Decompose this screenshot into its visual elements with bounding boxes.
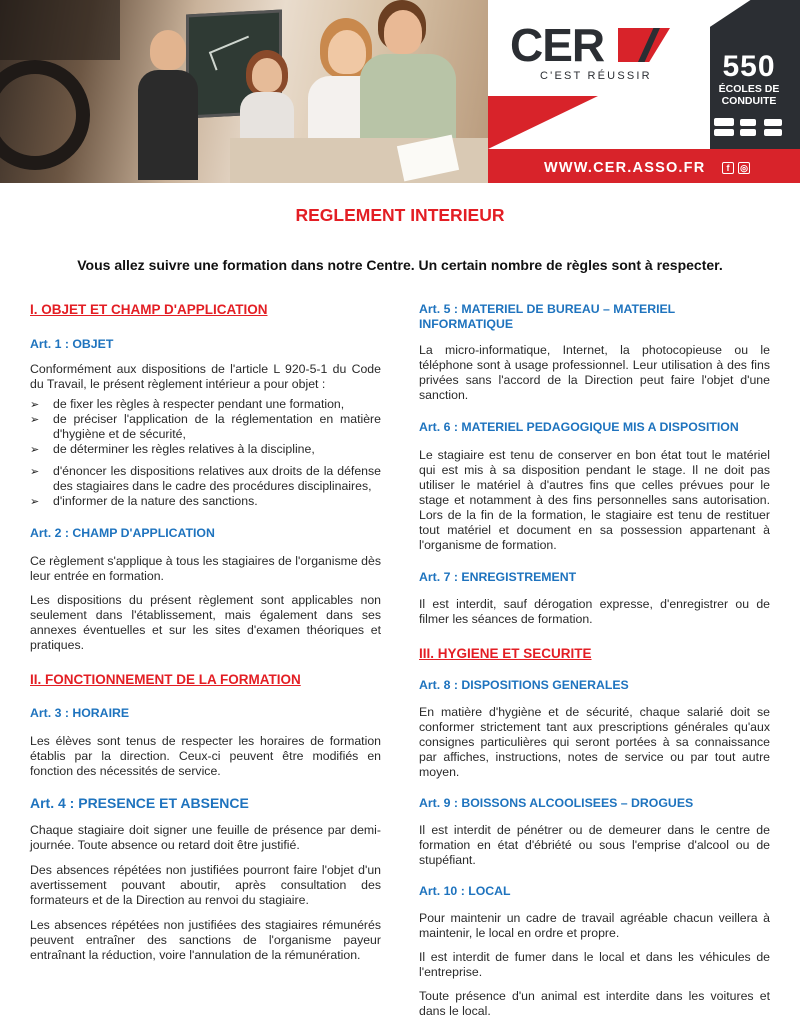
left-column — [30, 302, 381, 963]
badge-line-1: ÉCOLES DE — [718, 83, 780, 95]
article-10-paragraph: Pour maintenir un cadre de travail agréable chacun veillera à maintenir, le local en ordre et propre. — [419, 911, 770, 940]
van-icon — [740, 129, 756, 136]
article-6-title: Art. 6 : MATERIEL PEDAGOGIQUE MIS A DISPOSITION — [419, 420, 739, 434]
cer-logo: CER — [510, 19, 605, 71]
list-item: ➢ d'informer de la nature des sanctions. — [30, 494, 381, 509]
list-item: ➢ de préciser l'application de la réglementation en matière d'hygiène et de sécurité, — [30, 412, 381, 442]
article-4-title: Art. 4 : PRESENCE ET ABSENCE — [30, 795, 249, 811]
article-7-title: Art. 7 : ENREGISTREMENT — [419, 570, 577, 584]
article-6-text: Le stagiaire est tenu de conserver en bon état tout le matériel qui est mis à sa disposition pendant le stage. Il ne doit pas utiliser le matériel à d'autres fins que celles prévues pour le stage et notamment à des fins personnelles sans autorisation. Lors de la fin de la formation, le stagiaire est tenu de restituer tout matériel et document en sa possession appartenant à l'organisme de formation. — [419, 448, 770, 552]
article-3-text: Les élèves sont tenus de respecter les horaires de formation établis par la direction. Ceux-ci peuvent être modifiés en fonction des nécessités de service. — [30, 734, 381, 778]
brand-panel — [488, 0, 800, 183]
article-5-title: Art. 5 : MATERIEL DE BUREAU – MATERIEL INFORMATIQUE — [419, 302, 675, 331]
article-10-title: Art. 10 : LOCAL — [419, 884, 511, 898]
instagram-icon[interactable]: ◎ — [738, 162, 750, 174]
section-2-title: II. FONCTIONNEMENT DE LA FORMATION — [30, 672, 301, 687]
motorbike-icon — [764, 119, 782, 126]
badge-number: 550 — [722, 50, 776, 83]
article-3-title: Art. 3 : HORAIRE — [30, 706, 130, 720]
vehicle-icons — [710, 116, 788, 138]
social-icons — [722, 162, 750, 174]
document-title: REGLEMENT INTERIEUR — [295, 205, 505, 225]
trailer-icon — [764, 129, 782, 136]
article-2-paragraph: Ce règlement s'applique à tous les stagiaires de l'organisme dès leur entrée en formation. — [30, 554, 381, 583]
header-banner — [0, 0, 800, 183]
list-item: ➢ d'énoncer les dispositions relatives aux droits de la défense des stagiaires dans le cadre des procédures disciplinaires, — [30, 464, 381, 494]
article-9-text: Il est interdit de pénétrer ou de demeurer dans le centre de formation en état d'ébriété ou sous l'emprise d'alcool ou de stupéfiant. — [419, 823, 770, 867]
list-item: ➢ de fixer les règles à respecter pendant une formation, — [30, 397, 381, 412]
bus-icon — [714, 129, 734, 136]
classroom-photo — [0, 0, 488, 183]
badge-line-2: CONDUITE — [721, 95, 777, 107]
right-column — [419, 302, 770, 1019]
article-10-paragraph: Il est interdit de fumer dans le local et dans les véhicules de l'entreprise. — [419, 950, 770, 979]
section-3-title: III. HYGIENE ET SECURITE — [419, 646, 592, 661]
article-4-paragraph: Des absences répétées non justifiées pourront faire l'objet d'un avertissement pouvant aboutir, après consultation des formateurs et de la Direction au renvoi du stagiaire. — [30, 863, 381, 907]
document-intro: Vous allez suivre une formation dans notre Centre. Un certain nombre de règles sont à respecter. — [77, 257, 723, 273]
article-2-title: Art. 2 : CHAMP D'APPLICATION — [30, 526, 215, 540]
article-9-title: Art. 9 : BOISSONS ALCOOLISEES – DROGUES — [419, 796, 694, 810]
article-10-paragraph: Toute présence d'un animal est interdite dans les voitures et dans le local. — [419, 989, 770, 1018]
article-1-title: Art. 1 : OBJET — [30, 337, 114, 351]
article-1-text: Conformément aux dispositions de l'article L 920-5-1 du Code du Travail, le présent règlement intérieur a pour objet : — [30, 362, 381, 391]
truck-icon — [714, 118, 734, 126]
article-5-text: La micro-informatique, Internet, la photocopieuse ou le téléphone sont à usage professionnel. Leur utilisation à des fins privées sans l'accord de la Direction peut faire l'objet d'une sanction. — [419, 343, 770, 402]
article-2-paragraph: Les dispositions du présent règlement sont applicables non seulement dans l'établissement, mais également dans ses annexes éventuelles et sur les sites d'examen théoriques et pratiques. — [30, 593, 381, 652]
article-7-text: Il est interdit, sauf dérogation expresse, d'enregistrer ou de filmer les séances de formation. — [419, 597, 770, 626]
steering-wheel-graphic — [0, 60, 90, 170]
website-link[interactable]: WWW.CER.ASSO.FR — [544, 160, 706, 176]
article-4-paragraph: Les absences répétées non justifiées des stagiaires rémunérés peuvent entraîner des sanctions de l'organisme payeur entraînant la réduction, voire l'annulation de la rémunération. — [30, 918, 381, 962]
article-8-text: En matière d'hygiène et de sécurité, chaque salarié doit se conformer strictement tant aux prescriptions générales qu'aux consignes particulières qui seront portées à sa connaissance par affiches, instructions, notes de service ou par tout autre moyen. — [419, 705, 770, 779]
logo-tagline: C'EST RÉUSSIR — [540, 70, 652, 82]
car-icon — [740, 119, 756, 126]
section-1-title: I. OBJET ET CHAMP D'APPLICATION — [30, 302, 268, 317]
article-1-list — [30, 397, 381, 509]
list-item: ➢ de déterminer les règles relatives à la discipline, — [30, 442, 381, 457]
article-4-paragraph: Chaque stagiaire doit signer une feuille de présence par demi-journée. Toute absence ou retard doit être justifié. — [30, 823, 381, 852]
article-8-title: Art. 8 : DISPOSITIONS GENERALES — [419, 678, 629, 692]
facebook-icon[interactable]: f — [722, 162, 734, 174]
